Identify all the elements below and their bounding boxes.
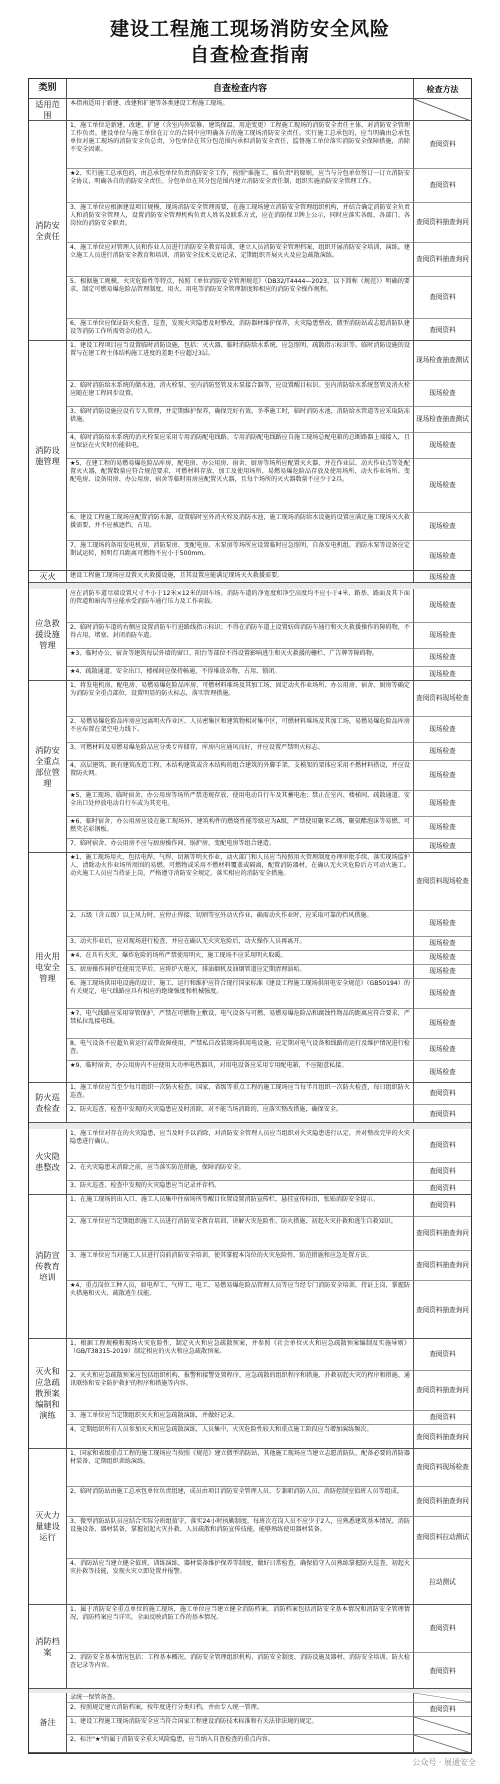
- check-method: 查阅资料: [413, 1129, 471, 1163]
- check-method: 查阅资料: [413, 1653, 471, 1689]
- check-method: 现场检查: [413, 541, 471, 571]
- section-category: 消防档案: [29, 1605, 67, 1688]
- section-category: 消防宣传教育培训: [29, 1195, 67, 1338]
- check-method: 现场检查抽查测试: [413, 407, 471, 433]
- check-item-text: 2、标注"★"的属于消防安全重大风险隐患，应当纳入自查检查的重点内容。: [70, 1736, 274, 1743]
- check-method: 查阅资料: [413, 1195, 471, 1217]
- check-method: 查阅资料现场检查: [413, 681, 471, 717]
- check-item-text: ★2、实行施工总承包的，由总承包单位负责消防安全工作，按照"谁施工、谁负责"的原则，应当与分包单位签订一订立消防安全协议，明确各自的消防安全责任。分包单位在其分包范围内建立消防安全责任制，组织实施消防安全管理工作。: [67, 169, 413, 203]
- check-item-text: 3、施工单位应根据建设项目规模、现场消防安全管理需要，在施工现场建立消防安全管理组织机构，并结合确定消防安全负责人和消防安全管理人，设置消防安全管理机构负责人姓名及联系方式，应在消防保卫牌上公示，同时应落实各级、各部门、各岗位的消防安全职责。: [67, 203, 413, 243]
- check-method: 现场检查: [413, 817, 471, 839]
- section-row: [29, 1693, 471, 1753]
- not-applicable-diagonal: [413, 1717, 471, 1735]
- check-item-text: 4、定期组织所有人员参加灭火和应急疏散演练，人员集中、火灾危险性较大和重点施工阶段应当增加演练频次。: [70, 1426, 373, 1433]
- check-item-text: 3、可燃材料及易燃易爆危险品应分类专库储存，库房内应通风良好，并应设置严禁明火标志。: [67, 743, 413, 761]
- header-method: 检查方法: [413, 79, 471, 99]
- check-item-text: 1、将发电机房、配电房、易燃易爆危险品库房、可燃材料堆场及其加工场、固定动火作业场所、办公用房、宿舍、厨房等确定为消防安全重点部位，设置明显的防火标志，落实管理措施。: [67, 681, 413, 717]
- check-item-text: ★4、在具有火灾、爆炸危险的场所严禁使用明火，施工现场不应采用明火取暖。: [67, 951, 413, 965]
- check-item-text: 3、施工单位应当定期组织灭火和应急疏散演练，并做好记录。: [67, 1411, 413, 1425]
- check-item-text: 2、施工单位应当定期组织施工人员进行消防安全教育培训，讲解火灾危险性、防火措施、初起火灾扑救和逃生自救知识。: [67, 1217, 413, 1251]
- check-item-text: ★3、临时办公、宿舍等建筑每层外墙的窗口、阳台等部位不得设置影响逃生和灭火救援的栅栏、广告牌等障碍物。: [67, 649, 413, 667]
- section-category: 火灾隐患整改: [29, 1129, 67, 1194]
- check-item-text: 4、施工单位应对管理人员和作业人员进行消防安全教育培训，建立人员消防安全管理档案，组织开展消防安全培训、演练。建立施工人员进行消防安全教育和培训、消防安全技术交底记录，定期组织开展灭火及应急疏散演练。: [67, 243, 413, 277]
- not-applicable-diagonal: [413, 99, 471, 121]
- check-item-text: ★4、疏散通道、安全出口、楼梯间应保持畅通，不得堆放杂物、占用、锁闭。: [70, 668, 281, 675]
- section-category: 用火用电安全管理: [29, 853, 67, 1082]
- section-category: 消防设施管理: [29, 341, 67, 570]
- check-item-text: 2、消防安全基本情况包括：工程基本概况、消防安全管理组织机构、消防安全制度、消防设施及器材、消防安全培训、防火检查记录等内容。: [70, 1654, 410, 1669]
- section-category: 备注: [29, 1693, 67, 1752]
- check-method: 现场检查: [413, 761, 471, 791]
- check-item-text: 1、施工单位应当至少每月组织一次防火检查，国家、省级等重点工程的施工现场应当每半月组织一次防火检查，每日组织防火巡查。: [67, 1083, 413, 1105]
- check-method: 查阅资料: [413, 1339, 471, 1371]
- check-method: 查阅资料抽查询问: [413, 1487, 471, 1517]
- check-item-text: ★1、施工现场用火，包括电焊、气焊、切割等明火作业，动火部门和人员应当按照用火管理制度办理审批手续，落实现场监护人，清除动火作业场所周围的易燃、可燃物或采用不燃材料覆盖或隔离，配置消防器材，在确认无火灾危险后方可动火施工。动火施工人员应当持证上岗，严格遵守消防安全规定，落实相应的消防安全措施。: [67, 853, 413, 911]
- check-method: 现场检查: [413, 839, 471, 853]
- check-method: 查阅资料抽查询问: [413, 1251, 471, 1281]
- section-row: [29, 681, 471, 853]
- check-item-text: ★5、施工现场、临时宿舍、办公用房等场所严禁违规存放、使用电动自行车及其蓄电池；禁止在室内、楼梯间、疏散通道、安全出口处停放电动自行车或为其充电。: [67, 791, 413, 817]
- check-item-text: 8、电气设备不应超负荷运行或带故障使用，严禁私自改装现场供用电设施，应定期对电气设备和线路的运行及维护情况进行检查。: [67, 1039, 413, 1061]
- check-method: 查阅资料: [413, 121, 471, 169]
- check-item-text: 5、厨房操作间炉灶使用完毕后，应将炉火熄灭，排油烟机及油烟管道应定期清理油垢。: [67, 965, 413, 979]
- check-method: 查阅资料抽查询问: [413, 1425, 471, 1449]
- check-item-text: 2、五级（含五级）以上风力时，应停止焊接、切割等室外动火作业，确需动火作业时，应采取可靠的挡风措施。: [67, 911, 413, 937]
- check-method: 现场检查: [413, 1039, 471, 1061]
- check-method: 查阅资料: [413, 1105, 471, 1123]
- check-item-text: 3、微型消防站队员应结合实际分班组值守，落实24小时执勤制度，每班次在岗人员不应少于2人，应熟悉建筑基本情况、消防设施设备、器材装备，掌握初起火灾扑救、人员疏散和消防宣传技能，能够熟练使用器材装备。: [67, 1517, 413, 1559]
- check-method: 现场检查: [413, 1009, 471, 1039]
- section-row: [29, 1449, 471, 1605]
- check-method: 查阅资料: [413, 1163, 471, 1181]
- check-item-text: 1、属于消防安全重点单位的施工现场，施工单位应当建立健全消防档案，消防档案包括消防安全基本情况和消防安全管理情况，消防档案应当详实，全面反映消防工作的基本情况。: [67, 1605, 413, 1653]
- section-category: 防火巡查检查: [29, 1083, 67, 1122]
- check-method: 查阅资料现场检查: [413, 853, 471, 911]
- check-method: 查阅资料: [413, 1605, 471, 1653]
- check-method: 现场检查: [413, 459, 471, 513]
- check-item-text: 录统一保管备查。: [67, 1693, 413, 1703]
- watermark: 公众号 · 展通安全: [412, 1758, 476, 1767]
- check-item-text: 2、灭火和应急疏散预案应包括组织机构、报警和接警处置程序、应急疏散的组织程序和措施、扑救初起火灾的程序和措施、通讯联络和安全防护救护的程序和措施等内容。: [67, 1371, 413, 1411]
- check-item-text: 7、施工现场的备用发电机房、消防泵房、变配电房、水泵房等场所应设置临时应急照明，自备发电机组、消防水泵等设备应定期试运转，照明灯具距离可燃物不应小于500mm。: [70, 542, 410, 557]
- title-line-1: 建设工程施工现场消防安全风险: [109, 18, 390, 40]
- check-method: 查阅资料: [413, 1181, 471, 1195]
- check-item-text: 6、施工单位应保证防火检查、巡查，发现火灾隐患及时整改，消防器材维护保养，火灾隐患整改、微型消防站或志愿消防队建设等消防工作所需资金的投入。: [70, 320, 410, 335]
- check-method: 现场检查: [413, 381, 471, 407]
- check-item-text: 6、建设工程施工现场应配置消防水源，设置临时室外消火栓及消防水池，施工现场消防给水设施的设置应满足施工现场灭火救援需要，并不应被遮挡、占用。: [67, 513, 413, 541]
- check-item-text: 7、临时宿舍、办公用房不应与厨房操作间、锅炉房、变配电房等组合建造。: [70, 840, 275, 847]
- section-row: [29, 1083, 471, 1123]
- check-method: 查阅资料: [413, 169, 471, 203]
- check-method: 现场检查抽查测试: [413, 341, 471, 381]
- check-method: 查阅资料抽查询问: [413, 1281, 471, 1339]
- check-method: 现场检查: [413, 911, 471, 937]
- section-category: 灭火: [29, 571, 67, 582]
- check-method: 现场检查: [413, 937, 471, 951]
- check-item-text: 本指南适用于新建、改建和扩建等各类建设工程施工现场。: [70, 100, 229, 107]
- check-item-text: 2、在火灾隐患未消除之前，应当落实防范措施，保障消防安全。: [67, 1163, 413, 1181]
- check-item-text: ★7、电气线路应采用穿管保护，严禁在可燃物上敷设，电气设备与可燃、易燃易爆危险品和腐蚀性物品的距离应符合要求，严禁私拉乱接电线。: [67, 1009, 413, 1039]
- check-item-text: 3、施工单位应当对施工人员进行岗前消防安全培训，使其掌握本岗位的火灾危险性、防范措施和应急处置方法。: [67, 1251, 413, 1281]
- check-item-text: ★4、重点岗位工种人员，如电焊工、气焊工、电工、易燃易爆危险品管理人员等应当经专门消防安全培训，持证上岗，掌握防火措施和灭火、疏散逃生技能。: [70, 1282, 410, 1297]
- section-category: 消防安全责任: [29, 121, 67, 340]
- check-method: 查阅资料抽查询问: [413, 243, 471, 277]
- check-method: 查阅资料: [413, 277, 471, 319]
- section-row: [29, 121, 471, 341]
- check-method: 现场检查: [413, 667, 471, 681]
- section-row: [29, 99, 471, 121]
- check-item-text: 4、临时消防给水系统的消火栓泵应采用专用消防配电线路。专用消防配电线路应自施工现场总配电箱的总断路器上端接入，且应保证在火灾时仍能供电。: [67, 433, 413, 459]
- check-item-text: 2、易燃易爆危险品库房应远离明火作业区、人员密集区和建筑物相对集中区，可燃材料堆场及其加工场、易燃易爆危险品库房不应布置在架空电力线下。: [67, 717, 413, 743]
- check-method: 拉动测试: [413, 1559, 471, 1605]
- check-item-text: ★6、临时宿舍、办公用房应设在施工现场外，建筑构件的燃烧性能等级应为A级，严禁使用聚苯乙烯、聚氨酯泡沫等易燃、可燃夹芯彩钢板。: [67, 817, 413, 839]
- section-category: 灭火力量建设运行: [29, 1449, 67, 1604]
- check-item-text: 1、施工单位对存在的火灾隐患，应当及时予以消除，对消防安全管理人员应当组织对火灾隐患进行认定，并对整改完毕的火灾隐患进行确认。: [67, 1129, 413, 1163]
- check-item-text: 5、根据施工规模，火灾危险性等特点，按照《单位消防安全管理规范》（DB32/T4444—2023，以下简称《规范》）明确的要求，制定可燃易爆危险品管理制度、用火、用电等消防安全管理制度和相应的消防安全操作规程。: [67, 277, 413, 319]
- check-method: 查阅资料: [413, 1703, 471, 1717]
- check-method: 查阅资料抽查询问: [413, 203, 471, 243]
- check-method: 现场检查: [413, 623, 471, 649]
- check-method: 查阅资料: [413, 1083, 471, 1105]
- title-line-2: 自查检查指南: [189, 44, 310, 66]
- check-method: 现场检查: [413, 649, 471, 667]
- check-item-text: 1、施工单位是新建、改建、扩建（含室内外装修、建筑保温、用途变更）工程施工现场的消防安全责任主体，对消防安全管理工作负责。建设单位与施工单位在订立的合同中应明确各方的施工现场消防安全责任。实行施工总承包的，应当明确由总承包单位对施工现场的消防安全负总责，分包单位在其分包范围内承担消防安全责任，监督施工单位落实消防安全保障措施，消除不安全因素。: [67, 121, 413, 169]
- check-item-text: 2、临时消防站由施工总承包单位负责组建，成员由项目消防安全管理人员、专兼职消防人员、消防控制室值班人员等组成。: [67, 1487, 413, 1517]
- section-row: [29, 853, 471, 1083]
- check-method: 查阅资料: [413, 319, 471, 341]
- check-item-text: 3、防火巡查、检查中发现的火灾隐患应当记录并存档。: [70, 1182, 221, 1189]
- check-method: 查阅资料抽查询问: [413, 1217, 471, 1251]
- check-method: 查阅资料抽查询问: [413, 1371, 471, 1411]
- table-header-row: [29, 79, 471, 99]
- check-item-text: 1、根据工程规模和现场火灾危险性，制定灭火和应急疏散预案，并参照《社会单位灭火和应急疏散预案编制及实施导则》（GB/T38315-2019）制定相应的灭火和应急疏散预案。: [67, 1339, 413, 1371]
- check-item-text: 2、防火巡查、检查中发现的火灾隐患应及时消除，对不能当场消除的，应落实整改措施，确保安全。: [70, 1106, 343, 1113]
- check-method: 查阅资料: [413, 1411, 471, 1425]
- section-row: [29, 1195, 471, 1339]
- section-category: 灭火和应急疏散预案编制和演练: [29, 1339, 67, 1448]
- check-item-text: 1、国家和省级重点工程的施工现场应当按照《规范》建立微型消防站，其他施工现场应当建立志愿消防队，配备必要的消防器材装备，定期组织训练演练。: [67, 1449, 413, 1487]
- check-item-text: ★9、临时宿舍、办公用房内不应使用大功率电热器具，对用电设备应采用专用配电箱，不应随意私接。: [70, 1062, 348, 1069]
- section-row: [29, 341, 471, 571]
- check-item-text: 1、建设工程施工现场消防安全应当符合国家工程建设消防技术标准和有关法律法规的规定。: [67, 1717, 413, 1735]
- check-method: 现场检查: [413, 951, 471, 965]
- section-category: 适用范围: [29, 99, 67, 120]
- check-method: 现场检查: [413, 571, 471, 583]
- check-item-text: 3、临时消防设施应设有专人管理，并定期维护保养，确保完好有效。冬季施工时，临时消防水池、消防给水管道等应采取防冻措施。: [67, 407, 413, 433]
- section-row: [29, 589, 471, 681]
- check-item-text: 2、临时消防给水系统的储水池、消火栓泵、室内消防竖管及水泵接合器等，应设置醒目标识。室内消防给水系统竖管及消火栓应随在建工程同步设置。: [67, 381, 413, 407]
- section-category: 消防安全重点部位管理: [29, 681, 67, 852]
- check-item-text: 3、动火作业后，应对现场进行检查，并应在确认无火灾危险后，动火操作人员再离开。: [67, 937, 413, 951]
- check-method: 查阅资料拉动测试: [413, 1517, 471, 1559]
- header-category: 类别: [29, 79, 67, 98]
- section-row: [29, 1129, 471, 1195]
- check-item-text: 2、按照规定建立消防档案，按年度进行分类归档，并由专人统一管理。: [67, 1703, 413, 1717]
- check-item-text: 应在消防车道尽端设置尺寸不小于12米×12米的回车场。消防车道的净宽度和净空高度均不应小于4米，路基、路面及其下面的管道和暗沟等应能承受消防车通行压力及工作荷载。: [67, 589, 413, 623]
- check-method: 查阅资料现场检查: [413, 1449, 471, 1487]
- not-applicable-diagonal: [413, 1735, 471, 1753]
- check-item-text: 4、消防站应当建立健全值班、训练演练、器材装备维护保养等制度，做好日常检查，确保值守人员熟练掌握防火巡查、初起火灾扑救等技能，发现火灾立即处置并报警。: [70, 1560, 410, 1575]
- document-title: [0, 16, 500, 68]
- check-method: 现场检查: [413, 1061, 471, 1083]
- check-method: 现场检查: [413, 965, 471, 979]
- check-item-text: 1、在施工现场的出入口、施工人员集中住宿场所等醒目位置设置消防宣传栏，悬挂宣传标语，张贴消防安全提示。: [67, 1195, 413, 1217]
- check-item-text: ★5、在建工程的易燃易爆危险品库房、配电房、办公用房、宿舍、厨房等场所应配置灭火器，并在作业层、动火作业点等处配置灭火器，配置数量应符合规范要求，可燃材料存放、加工及使用场所、易燃易爆危险品存放及使用场所、动火作业场所、变配电房、设备用房、办公用房、宿舍等临时用房应配置灭火器，且每个场所的灭火器数量不应少于2具。: [67, 459, 413, 513]
- section-row: [29, 571, 471, 583]
- check-method: 现场检查: [413, 589, 471, 623]
- check-method: 现场检查: [413, 717, 471, 743]
- check-item-text: 2、临时消防车道的右侧应设置消防车行进路线指示标识；不得在消防车道上设置妨碍消防车通行和灭火救援操作的障碍物，不得占用、堵塞、封闭消防车道。: [67, 623, 413, 649]
- check-item-text: 4、高层建筑、既有建筑改造工程、木结构建筑或含木结构的组合建筑的外脚手架、支模架的架体应采用不燃材料搭设，并应设置防火网。: [67, 761, 413, 791]
- check-item-text: 1、建设工程项目应当设置临时消防设施，包括：灭火器、临时消防给水系统、应急照明、疏散指示标识等。临时消防设施的设置与在建工程主体结构施工进度的差距不应超过3层。: [67, 341, 413, 381]
- check-item-text: 建设工程施工现场应设置灭火救援设施，且其设置应能满足现场灭火救援需要。: [70, 572, 284, 579]
- check-item-text: 6、施工现场供用电设施的设计、施工、运行和维护应符合现行国家标准《建设工程施工现场供用电安全规范》（GB50194）的有关规定，电气线路应具有相应的绝缘强度和机械强度。: [67, 979, 413, 1009]
- check-method: 现场检查: [413, 513, 471, 541]
- check-method: 现场检查: [413, 979, 471, 1009]
- header-content: 自查检查内容: [212, 84, 267, 94]
- not-applicable-diagonal: [413, 1693, 471, 1703]
- check-method: 现场检查: [413, 743, 471, 761]
- check-method: 现场检查: [413, 791, 471, 817]
- check-method: 现场检查: [413, 433, 471, 459]
- section-row: [29, 1605, 471, 1689]
- inspection-table: [28, 78, 472, 1754]
- section-category: 应急救援设施管理: [29, 589, 67, 680]
- section-row: [29, 1339, 471, 1449]
